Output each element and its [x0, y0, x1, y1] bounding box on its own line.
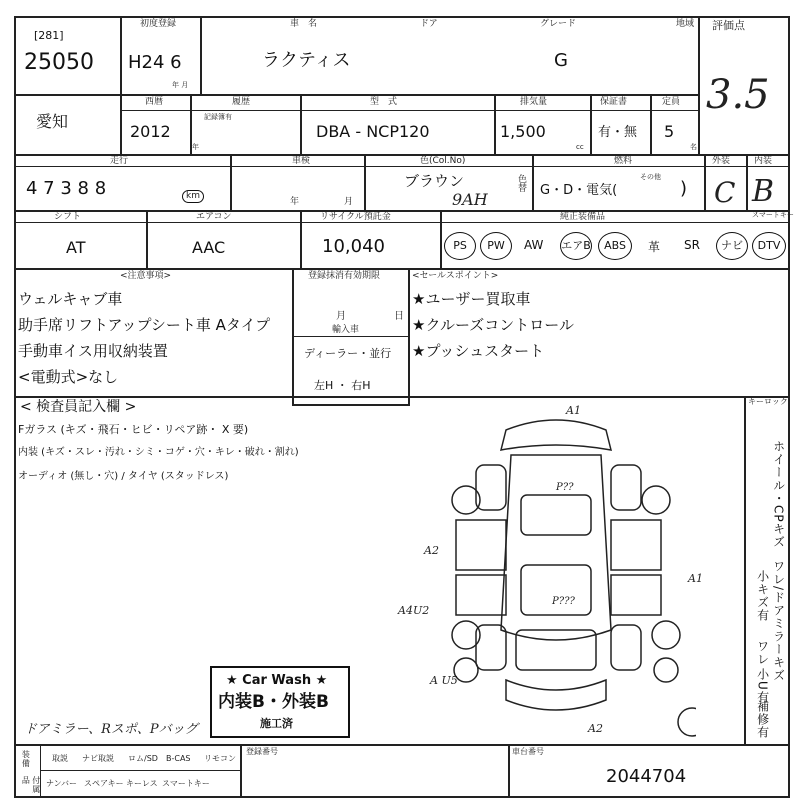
- import-box-bottom: [292, 404, 410, 406]
- cc-unit: cc: [576, 143, 584, 151]
- row3-divider: [14, 210, 790, 212]
- inspector-title: < 検査員記入欄 >: [20, 399, 137, 415]
- import-type: ディーラー・並行: [304, 347, 392, 360]
- v-line-1: [120, 16, 122, 154]
- v-line-7: [590, 94, 592, 154]
- right-front-door-shape: [611, 520, 661, 570]
- row4-divider: [14, 268, 790, 270]
- damage-mark-7: P??: [556, 482, 574, 493]
- damage-mark-5: A U5: [430, 674, 458, 687]
- wash-title: ★ Car Wash ★: [226, 673, 328, 688]
- right-rear-wheel-shape: [652, 621, 680, 649]
- label-displacement: 排気量: [520, 97, 548, 107]
- right-rear-fender-shape: [611, 625, 641, 670]
- label-region: 地域: [676, 19, 695, 29]
- row1-divider: [14, 94, 698, 96]
- v-line-16: [440, 210, 442, 268]
- v-line-2: [200, 16, 202, 94]
- v-line-5: [300, 94, 302, 154]
- wash-done: 施工済: [260, 717, 293, 730]
- color-change: 色替: [516, 174, 526, 192]
- v-line-6: [494, 94, 496, 154]
- v-line-15: [300, 210, 302, 268]
- equip-sr: SR: [684, 238, 700, 252]
- label-door: ドア: [420, 19, 438, 29]
- footer-label-included: 付属品: [21, 776, 41, 794]
- damage-mark-8: P???: [552, 596, 575, 607]
- color: ブラウン: [404, 172, 465, 190]
- mileage-unit: km: [182, 190, 204, 203]
- v-line-8: [650, 94, 652, 154]
- label-import: 輸入車: [332, 325, 360, 335]
- car-damage-diagram: [436, 400, 696, 744]
- seats-unit: 名: [690, 143, 697, 151]
- footer-col-1: 取説: [52, 754, 68, 763]
- damage-mark-6: A2: [588, 722, 603, 735]
- border-left: [14, 16, 16, 796]
- key-lock: キーロック: [748, 397, 788, 406]
- grade: G: [554, 50, 568, 71]
- left-rear-fender-shape: [476, 625, 506, 670]
- windshield-shape: [521, 495, 591, 535]
- year-suffix: 年: [192, 143, 199, 151]
- equip-dtv: DTV: [752, 232, 786, 260]
- inspector-line-1: Fガラス (キズ・飛石・ヒビ・リペア跡・ X 要): [18, 423, 249, 436]
- handle-side: 左H ・ 右H: [314, 379, 371, 392]
- import-line: [294, 336, 408, 337]
- v-line-9: [230, 154, 232, 210]
- equip-aw: AW: [524, 238, 544, 252]
- right-front-fender-shape: [611, 465, 641, 510]
- interior-grade: B: [752, 174, 775, 209]
- label-car-name: 車 名: [290, 19, 318, 29]
- label-first-reg: 初度登録: [140, 19, 177, 29]
- label-smart-key: スマートキー: [752, 211, 794, 219]
- color-code: 9AH: [452, 190, 488, 209]
- loan-month: 月: [336, 311, 346, 322]
- v-line-3: [698, 16, 700, 154]
- label-inspection: 車検: [292, 156, 311, 166]
- caution-line-2: 助手席リフトアップシート車 Aタイプ: [18, 316, 271, 334]
- footer-col-8: キーレス: [126, 779, 158, 788]
- right-rear-wheel-2-shape: [654, 658, 678, 682]
- front-bumper-shape: [501, 420, 611, 450]
- damage-mark-3: A4U2: [398, 604, 430, 617]
- equip-pw: PW: [480, 232, 512, 260]
- fuel-close: ): [680, 178, 688, 199]
- v-line-19: [744, 396, 746, 744]
- vertical-note-3: 小キズ有: [755, 570, 770, 622]
- caution-line-1: ウェルキャブ車: [18, 290, 123, 308]
- row2-label-line: [122, 110, 698, 111]
- footer-col-2: ナビ取説: [82, 754, 114, 763]
- label-mileage: 走行: [110, 156, 129, 166]
- left-front-fender-shape: [476, 465, 506, 510]
- label-caution: <注意事項>: [120, 271, 172, 281]
- label-registration: 登録番号: [246, 747, 278, 756]
- sales-point-1: ★ユーザー買取車: [412, 290, 531, 308]
- history-note: 記録簿有: [204, 113, 232, 121]
- label-fuel: 燃料: [614, 156, 633, 166]
- equip-airbag: エアB: [560, 232, 592, 260]
- v-line-11: [532, 154, 534, 210]
- vertical-note-2: ワレ/ドアミラーキズ: [771, 560, 786, 683]
- sales-point-3: ★プッシュスタート: [412, 342, 545, 360]
- rear-bumper-shape: [506, 680, 606, 710]
- chassis-number: 2044704: [606, 766, 687, 787]
- exterior-grade: C: [714, 176, 736, 209]
- left-front-door-shape: [456, 520, 506, 570]
- label-evaluation: 評価点: [712, 19, 745, 32]
- vertical-note-5: 小U有: [755, 668, 770, 704]
- caution-line-3: 手動車イス用収納装置: [18, 342, 168, 360]
- right-rear-door-shape: [611, 575, 661, 615]
- border-top: [14, 16, 790, 18]
- v-line-14: [146, 210, 148, 268]
- row2-divider: [14, 154, 790, 156]
- equip-abs: ABS: [598, 232, 632, 260]
- rear-window-shape: [516, 630, 596, 670]
- left-rear-door-shape: [456, 575, 506, 615]
- loan-day: 日: [394, 311, 404, 322]
- equip-navi: ナビ: [716, 232, 748, 260]
- v-line-10: [364, 154, 366, 210]
- row3-label-line: [14, 166, 790, 167]
- footer-h-1: [40, 770, 240, 771]
- footer-col-5: リモコン: [204, 754, 236, 763]
- v-line-12: [704, 154, 706, 210]
- equip-ps: PS: [444, 232, 476, 260]
- damage-mark-4: A1: [688, 572, 703, 585]
- v-line-21: [508, 744, 510, 796]
- v-line-18: [408, 268, 410, 404]
- sales-point-2: ★クルーズコントロール: [412, 316, 574, 334]
- seats: 5: [664, 122, 675, 141]
- notes-divider: [14, 396, 790, 398]
- car-wash-box: [210, 666, 350, 738]
- footer-col-9: スマートキー: [162, 779, 210, 788]
- label-recycle: リサイクル預託金: [320, 212, 391, 222]
- damage-mark-1: A1: [566, 404, 581, 417]
- air-conditioner: AAC: [192, 238, 226, 257]
- inspector-line-3: オーディオ (無し・穴) / タイヤ (スタッドレス): [18, 471, 229, 482]
- label-loan: 登録抹消有効期限: [308, 271, 381, 281]
- recycle-fee: 10,040: [322, 236, 385, 257]
- fuel-other: その他: [640, 173, 661, 181]
- inspection-year: 年: [290, 197, 300, 207]
- model-code: DBA - NCP120: [316, 122, 430, 141]
- vertical-note-6: 補修有: [755, 700, 770, 739]
- label-ac: エアコン: [196, 212, 232, 222]
- displacement: 1,500: [500, 122, 546, 141]
- label-warranty: 保証書: [600, 97, 628, 107]
- inspector-line-2: 内装 (キズ・スレ・汚れ・シミ・コゲ・穴・キレ・破れ・割れ): [18, 447, 299, 458]
- inspector-bottom-note: ドアミラー、Rスポ、Pバッグ: [24, 722, 198, 737]
- footer-divider: [14, 744, 790, 746]
- spare-wheel-shape: [678, 708, 696, 736]
- equip-leather: 革: [648, 240, 661, 254]
- wash-grades: 内装B・外装B: [218, 692, 329, 712]
- border-bottom: [14, 796, 790, 798]
- label-seats: 定員: [662, 97, 681, 107]
- car-name: ラクティス: [262, 50, 351, 71]
- lot-number: 25050: [24, 50, 94, 75]
- footer-col-3: ロム/SD: [128, 754, 158, 763]
- fuel-type: G・D・電気(: [540, 183, 618, 198]
- caution-line-4: <電動式>なし: [18, 368, 119, 386]
- label-exterior: 外装: [712, 156, 731, 166]
- vertical-note-1: ホイール・CPキズ: [771, 440, 786, 549]
- v-line-13: [746, 154, 748, 210]
- border-right: [788, 16, 790, 796]
- roof-shape: [521, 565, 591, 615]
- vertical-note-4: ワレ: [755, 640, 770, 666]
- footer-col-4: B-CAS: [166, 754, 191, 763]
- label-color: 色(Col.No): [420, 156, 466, 166]
- damage-mark-2: A2: [424, 544, 439, 557]
- row4-label-line: [14, 222, 790, 223]
- label-sales: <セールスポイント>: [412, 271, 499, 281]
- first-registration: H24 6: [128, 52, 182, 73]
- label-equipment: 純正装備品: [560, 212, 606, 222]
- label-history: 履歴: [232, 97, 251, 107]
- label-grade: グレード: [540, 19, 577, 29]
- footer-col-6: ナンバー: [46, 779, 78, 788]
- warranty: 有・無: [598, 125, 638, 140]
- lot-bracket: [281]: [34, 29, 64, 42]
- label-year: 西暦: [145, 97, 164, 107]
- region: 愛知: [36, 112, 69, 131]
- shift: AT: [66, 238, 86, 257]
- label-year-month: 年 月: [172, 81, 189, 89]
- label-interior: 内装: [754, 156, 773, 166]
- footer-col-7: スペアキー: [84, 779, 124, 788]
- mileage: 4 7 3 8 8: [26, 178, 107, 199]
- v-line-20: [240, 744, 242, 796]
- label-model: 型 式: [370, 97, 398, 107]
- evaluation-score: 3.5: [706, 72, 770, 118]
- label-chassis: 車台番号: [512, 747, 544, 756]
- label-shift: シフト: [54, 212, 82, 222]
- footer-label-equip: 装備: [21, 750, 31, 768]
- model-year: 2012: [130, 122, 171, 141]
- inspection-month: 月: [344, 197, 354, 207]
- right-front-wheel-shape: [642, 486, 670, 514]
